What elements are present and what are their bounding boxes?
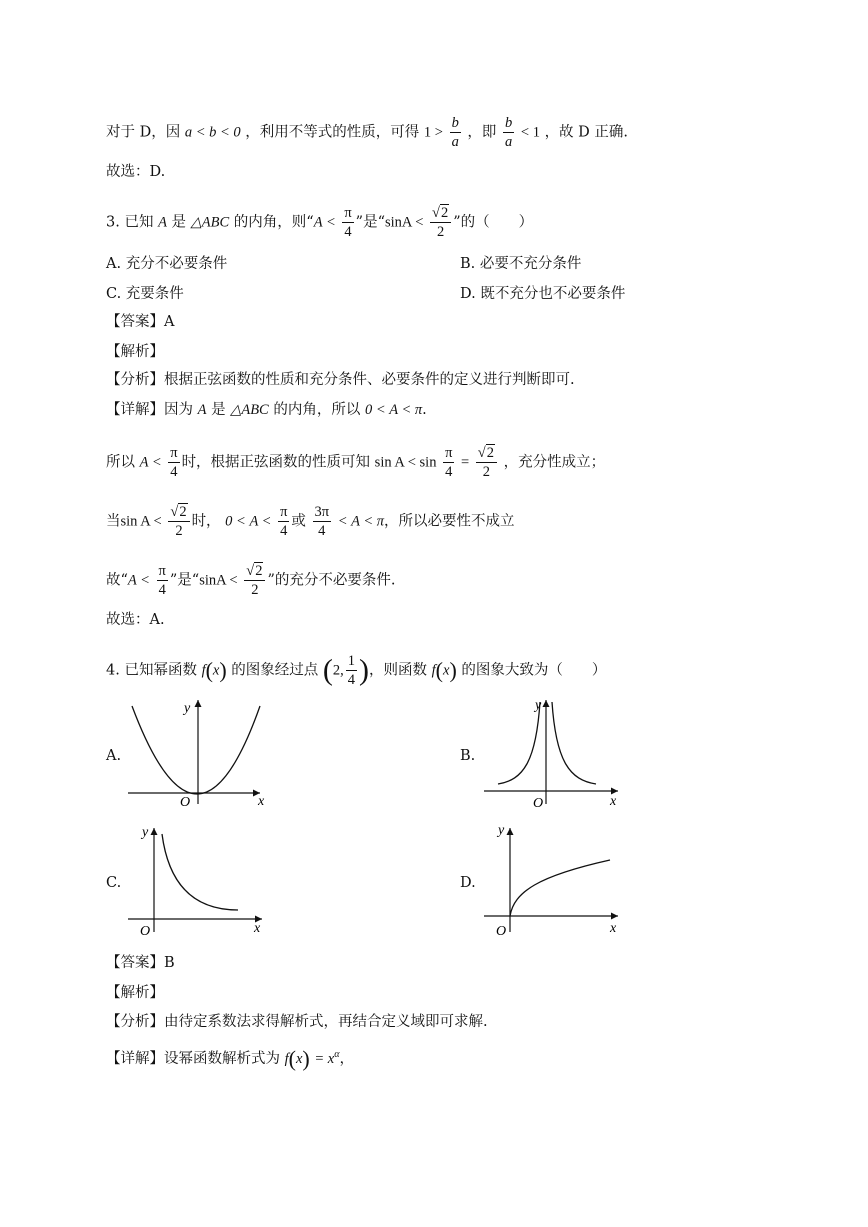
fraction: $\frac{√2}{2}$: [244, 562, 265, 599]
x-label: x: [610, 921, 617, 936]
y-label: y: [535, 698, 542, 713]
graph-label-d: D.: [460, 875, 476, 891]
option-c: C. 充要条件: [106, 286, 184, 302]
answer: 【答案】A: [106, 314, 175, 330]
analysis-heading: 【解析】: [106, 344, 164, 360]
option-d: D. 既不充分也不必要条件: [460, 286, 626, 302]
answer: 【答案】B: [106, 955, 175, 971]
fraction: $\frac{√2}{2}$: [476, 444, 497, 481]
origin-label: O: [140, 924, 151, 939]
question-4-stem: 4. 已知幂函数 f(x) 的图象经过点 (2, $\frac{1}{4}$ )，则函数 f(x) 的图象大致为（ ）: [106, 653, 607, 688]
text: ，利用不等式的性质，可得: [245, 124, 420, 141]
choose-line: 故选：A.: [106, 612, 165, 628]
origin-label: O: [496, 924, 507, 939]
fraction: $\frac{\pi}{4}$: [344, 205, 352, 240]
detail: 【详解】因为 A 是 △ABC 的内角，所以 0 < A < π.: [106, 402, 427, 418]
option-a: A. 充分不必要条件: [106, 256, 228, 272]
math: < 1: [520, 124, 540, 141]
y-label: y: [184, 701, 191, 716]
graph-b: [478, 692, 628, 812]
graph-label-b: B.: [460, 748, 476, 764]
fraction: $\frac{b}{a}$: [451, 115, 459, 150]
question-3-stem: 3. 已知 A 是 △ABC 的内角，则“A < $\frac{\pi}{4}$ ”是“sinA < $\frac{√2}{2}$ ”的（ ）: [106, 205, 534, 240]
origin-label: O: [180, 795, 191, 810]
text: ，故 D 正确.: [544, 124, 629, 141]
graph-d: [478, 820, 628, 940]
analysis: 【分析】由待定系数法求得解析式，再结合定义域即可求解.: [106, 1014, 488, 1030]
fraction: $\frac{3\pi}{4}$: [314, 504, 330, 539]
origin-label: O: [533, 796, 544, 811]
fraction: $\frac{\pi}{4}$: [280, 504, 288, 539]
y-label: y: [142, 825, 149, 840]
graph-label-c: C.: [106, 875, 122, 891]
detail-line: 所以 A < $\frac{\pi}{4}$ 时，根据正弦函数的性质可知 sin A < sin $\frac{\pi}{4}$ = $\frac{√2}{2}$ ，充分性成立；: [106, 445, 606, 480]
curve: [510, 860, 610, 916]
graph-c: [120, 820, 270, 940]
text: 对于 D，因: [106, 124, 181, 141]
fraction: $\frac{\pi}{4}$: [445, 445, 453, 480]
x-label: x: [610, 794, 617, 809]
math: a < b < 0: [184, 124, 241, 141]
fraction: $\frac{1}{4}$: [347, 653, 356, 688]
detail-line: 当sin A < $\frac{√2}{2}$ 时， 0 < A < $\frac{\pi}{4}$ 或 $\frac{3\pi}{4}$ < A < π，所以必要性不成立: [106, 504, 515, 539]
detail: 【详解】设幂函数解析式为 $f(x) = x^\alpha$，: [106, 1045, 354, 1071]
fraction: $\frac{\pi}{4}$: [158, 563, 166, 598]
fraction: $\frac{\pi}{4}$: [170, 445, 178, 480]
math: 1 >: [423, 124, 443, 141]
fraction: $\frac{√2}{2}$: [430, 204, 451, 241]
graph-label-a: A.: [106, 748, 122, 764]
y-label: y: [498, 823, 505, 838]
text-line: 故选：D.: [106, 164, 166, 180]
conclusion-line: 故“A < $\frac{\pi}{4}$ ”是“sinA < $\frac{√2}{2}$ ”的充分不必要条件.: [106, 563, 396, 598]
fraction: $\frac{b}{a}$: [505, 115, 513, 150]
analysis: 【分析】根据正弦函数的性质和充分条件、必要条件的定义进行判断即可.: [106, 372, 575, 388]
text-line: [106, 114, 628, 151]
analysis-heading: 【解析】: [106, 985, 164, 1001]
option-b: B. 必要不充分条件: [460, 256, 582, 272]
curve: [132, 706, 260, 794]
x-label: x: [254, 921, 261, 936]
curve-right: [552, 702, 596, 784]
fraction: $\frac{√2}{2}$: [168, 503, 189, 540]
x-label: x: [258, 794, 265, 809]
graph-a: [120, 692, 270, 812]
curve: [162, 834, 238, 910]
text: ，即: [467, 124, 497, 141]
curve-left: [498, 702, 540, 784]
